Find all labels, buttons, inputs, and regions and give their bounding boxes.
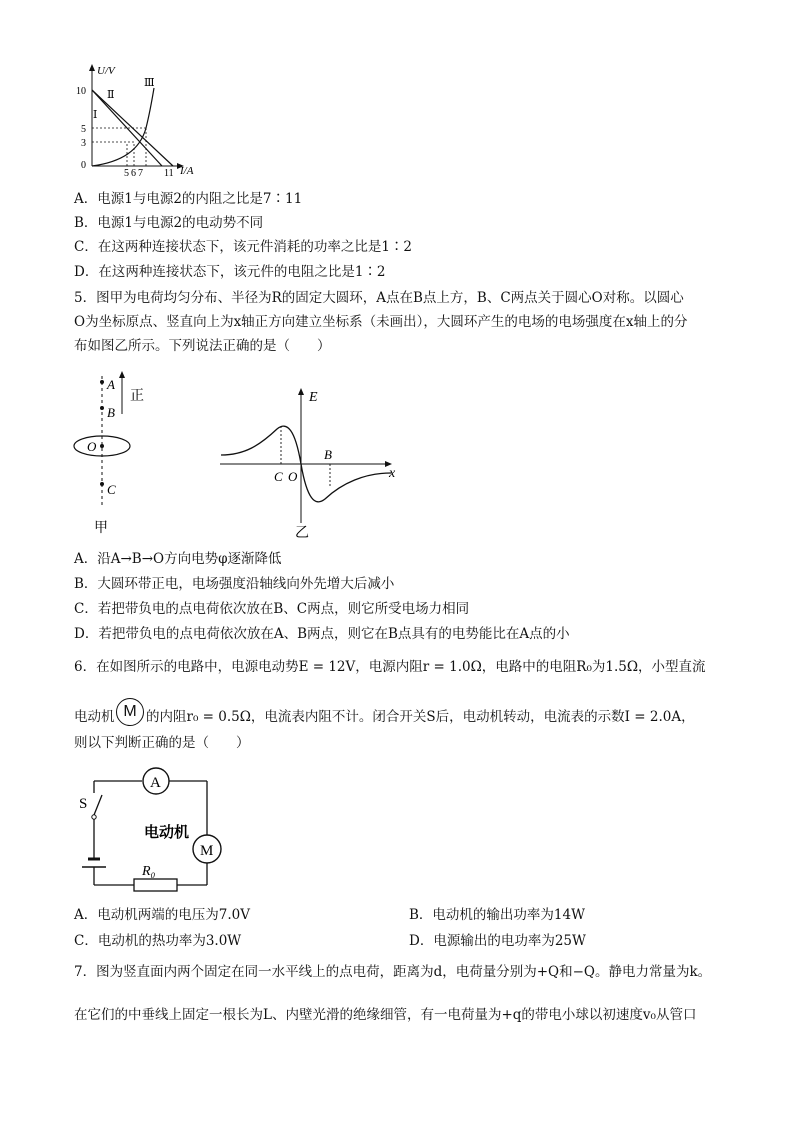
motor-text-label: 电动机 bbox=[144, 825, 190, 841]
ui-graph-figure bbox=[72, 62, 212, 180]
q6-option-a: A．电动机两端的电压为7.0V bbox=[74, 907, 250, 923]
q5-option-c: C．若把带负电的点电荷依次放在B、C两点，则它所受电场力相同 bbox=[74, 601, 470, 617]
q4-option-d: D．在这两种连接状态下，该元件的电阻之比是1∶2 bbox=[74, 264, 386, 280]
q5-e-field-graph bbox=[215, 385, 405, 540]
motor-symbol-letter: M bbox=[123, 703, 137, 720]
direction-label: 正 bbox=[130, 389, 144, 404]
x-axis-label: I/A bbox=[180, 165, 194, 177]
figure-jia-caption: 甲 bbox=[94, 521, 108, 536]
e-axis-label: E bbox=[309, 390, 318, 405]
x-axis-label-e: x bbox=[389, 466, 396, 481]
q5-stem-line-1: 5．图甲为电荷均匀分布、半径为R的固定大圆环，A点在B点上方，B、C两点关于圆心O对称。以圆心 bbox=[74, 290, 684, 306]
y-tick-0: 0 bbox=[81, 160, 86, 171]
q6-stem-line-1: 6．在如图所示的电路中，电源电动势E = 12V，电源内阻r = 1.0Ω，电路中的电阻R₀为1.5Ω，小型直流 bbox=[74, 659, 706, 675]
x-tick-7: 7 bbox=[138, 168, 143, 179]
y-axis-label: U/V bbox=[97, 65, 115, 77]
x-tick-5: 5 bbox=[124, 168, 129, 179]
graph-b-label: B bbox=[324, 447, 332, 462]
q4-option-b: B．电源1与电源2的电动势不同 bbox=[74, 215, 264, 231]
resistor-label: R₀ bbox=[142, 864, 156, 879]
q6-circuit-diagram bbox=[72, 763, 232, 893]
point-b-label: B bbox=[107, 405, 115, 420]
q5-ring-figure bbox=[70, 370, 160, 540]
curve-label-1: Ⅰ bbox=[93, 109, 98, 121]
graph-c-label: C bbox=[274, 469, 283, 484]
q6-stem-line-2a: 电动机 bbox=[74, 709, 115, 725]
q5-option-a: A．沿A→B→O方向电势φ逐渐降低 bbox=[74, 551, 282, 567]
switch-label: S bbox=[79, 796, 88, 812]
figure-yi-caption: 乙 bbox=[295, 526, 309, 540]
q5-option-b: B．大圆环带正电，电场强度沿轴线向外先增大后减小 bbox=[74, 576, 395, 592]
y-tick-3: 3 bbox=[81, 138, 86, 149]
q7-stem-line-2: 在它们的中垂线上固定一根长为L、内壁光滑的绝缘细管，有一电荷量为+q的带电小球以初速度v₀从管口 bbox=[74, 1007, 697, 1023]
point-c-label: C bbox=[107, 482, 116, 497]
q6-option-c: C．电动机的热功率为3.0W bbox=[74, 933, 242, 949]
q5-option-d: D．若把带负电的点电荷依次放在A、B两点，则它在B点具有的电势能比在A点的小 bbox=[74, 626, 570, 642]
motor-label: M bbox=[200, 843, 214, 859]
ammeter-label: A bbox=[150, 775, 161, 791]
q6-option-d: D．电源输出的电功率为25W bbox=[409, 933, 586, 949]
x-tick-6: 6 bbox=[131, 168, 136, 179]
q4-option-a: A．电源1与电源2的内阻之比是7∶11 bbox=[74, 191, 303, 207]
q6-option-b: B．电动机的输出功率为14W bbox=[409, 907, 585, 923]
q7-stem-line-1: 7．图为竖直面内两个固定在同一水平线上的点电荷，距离为d，电荷量分别为+Q和−Q。静电力常量为k。 bbox=[74, 964, 712, 980]
point-o-label: O bbox=[87, 439, 97, 454]
q5-stem-line-2: O为坐标原点、竖直向上为x轴正方向建立坐标系（未画出），大圆环产生的电场的电场强度在x轴上的分 bbox=[74, 314, 688, 330]
point-a-label: A bbox=[107, 377, 115, 392]
q4-option-c: C．在这两种连接状态下，该元件消耗的功率之比是1∶2 bbox=[74, 239, 413, 255]
curve-label-3: Ⅲ bbox=[144, 77, 155, 89]
y-tick-5: 5 bbox=[81, 124, 86, 135]
motor-symbol-icon bbox=[116, 698, 144, 726]
q5-stem-line-3: 布如图乙所示。下列说法正确的是（ ） bbox=[74, 338, 331, 354]
q6-stem-line-3: 则以下判断正确的是（ ） bbox=[74, 735, 250, 751]
q6-stem-line-2b: 的内阻r₀ = 0.5Ω，电流表内阻不计。闭合开关S后，电动机转动，电流表的示数I = 2.0A， bbox=[146, 709, 695, 725]
x-tick-11: 11 bbox=[164, 168, 174, 179]
graph-o-label: O bbox=[288, 469, 298, 484]
y-tick-10: 10 bbox=[76, 86, 86, 97]
curve-label-2: Ⅱ bbox=[107, 89, 115, 101]
